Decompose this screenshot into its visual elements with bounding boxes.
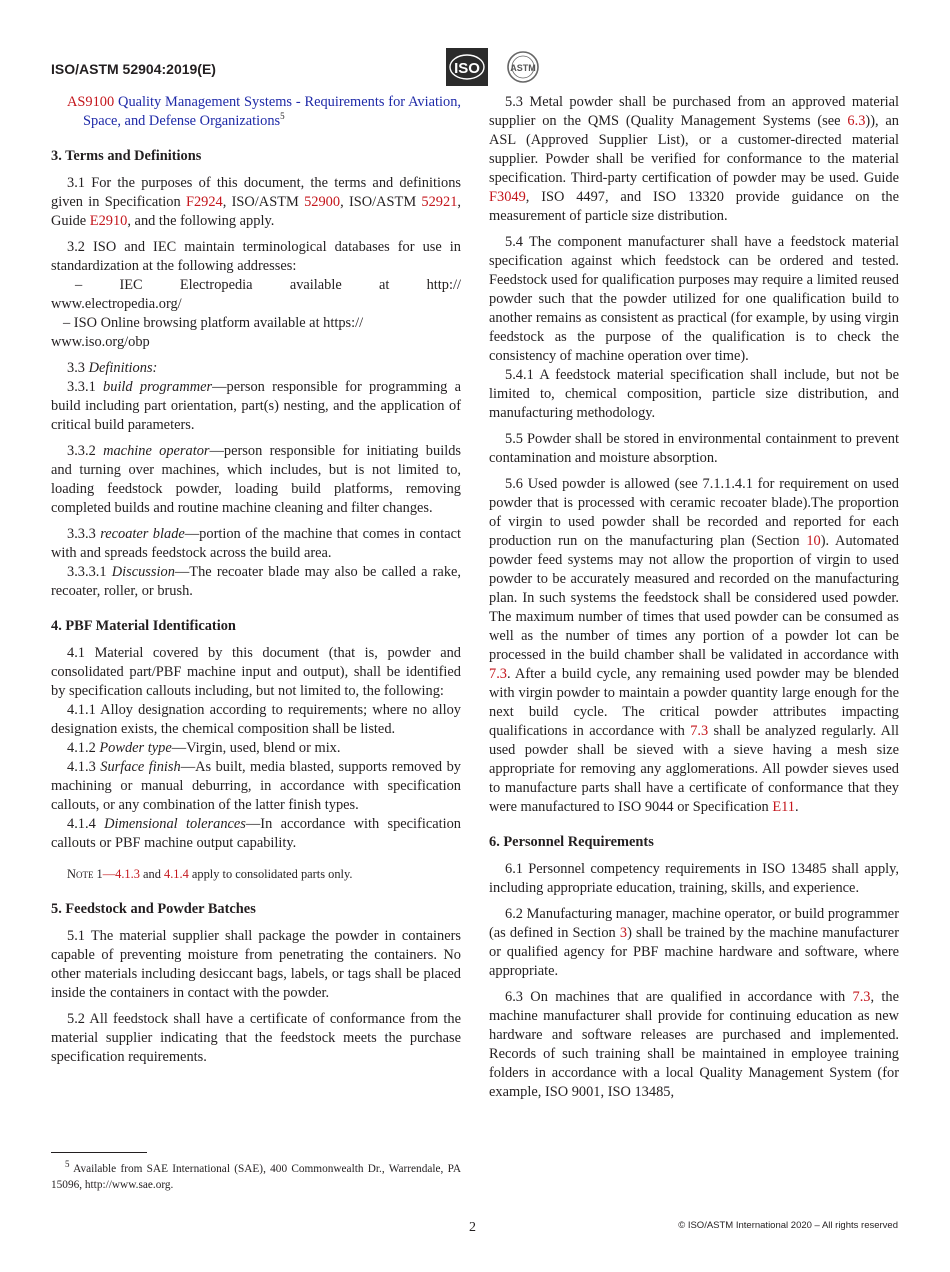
reference-as9100 bbox=[51, 93, 461, 131]
ref-link-6-3[interactable]: 6.3 bbox=[847, 113, 866, 129]
def-recoater-blade: 3.3.3 recoater blade—portion of the machine that comes in contact with and spreads feedstock across the build area. bbox=[51, 526, 461, 561]
para-6-1: 6.1 Personnel competency requirements in ISO 13485 shall apply, including appropriate education, training, skills, and experience. bbox=[489, 861, 899, 896]
section-4-heading: 4. PBF Material Identification bbox=[51, 618, 236, 634]
section-5-heading: 5. Feedstock and Powder Batches bbox=[51, 901, 256, 917]
para-4-1-3: 4.1.3 Surface finish—As built, media blasted, supports removed by machining or manual deburring, in accordance with specification callouts, or any combination of the latter finish types. bbox=[51, 759, 461, 813]
iec-electropedia-line: – IEC Electropedia available at http:// bbox=[75, 277, 461, 293]
ref-title-as9100[interactable]: Quality Management Systems - Requirements for Aviation, Space, and Defense Organizations bbox=[83, 94, 461, 129]
ref-link-52900[interactable]: 52900 bbox=[304, 194, 341, 210]
ref-link-e11[interactable]: E11 bbox=[772, 799, 795, 815]
ref-link-4-1-3[interactable]: —4.1.3 bbox=[102, 867, 140, 881]
para-5-6: 5.6 Used powder is allowed (see 7.1.1.4.1 for requirement on used powder that is processed with ceramic recoater blade).The proportion of virgin to used powder shall be recorded and reported for each production run on the manufacturing plan (Section 10). Automated powder feed systems may not allow the proportion of virgin to used powder to be accurately measured and recorded on the manufacturing plan. In such systems the feedstock shall be considered used powder. The maximum number of times that used powder can be consumed as well as the number of times any portion of a powder lot can be processed in the build chamber shall be validated in accordance with 7.3. After a build cycle, any remaining used powder may be blended with virgin powder to maintain a powder quantity large enough for the next build cycle. The critical powder attributes impacting qualifications in accordance with 7.3 shall be analyzed regularly. All used powder shall be sieved with a sieve having a mesh size appropriate for removing any agglomerations. All powder sieves used to manufacture parts shall have a certificate of conformance that they were manufactured to ISO 9044 or Specification E11. bbox=[489, 476, 899, 815]
document-id: ISO/ASTM 52904:2019(E) bbox=[51, 61, 216, 77]
ref-link-f3049[interactable]: F3049 bbox=[489, 189, 526, 205]
para-3-2: 3.2 ISO and IEC maintain terminological databases for use in standardization at the following addresses: bbox=[51, 239, 461, 274]
astm-logo bbox=[503, 48, 543, 86]
ref-link-as9100[interactable]: AS9100 bbox=[67, 94, 115, 110]
footnote-mark: 5 bbox=[280, 111, 285, 122]
para-5-3: 5.3 Metal powder shall be purchased from an approved material supplier on the QMS (Quality Management Systems (see 6.3)), an ASL (Approved Supplier List), or a customer-directed material supplier. Powder shall be verified for conformance to the material specification. Third-party certification of powder may be used. Guide F3049, ISO 4497, and ISO 13320 provide guidance on the measurement of particle size distribution. bbox=[489, 94, 900, 224]
para-5-1: 5.1 The material supplier shall package the powder in containers capable of preventing moisture from penetrating the containers. No other materials including desiccant bags, labels, or tags shall be placed inside the containers in contact with the powder. bbox=[51, 928, 461, 1001]
para-5-4-1: 5.4.1 A feedstock material specification shall include, but not be limited to, chemical composition, particle size distribution, and manufacturing methodology. bbox=[489, 367, 899, 421]
astm-logo-text: ASTM bbox=[510, 63, 536, 73]
footnote-rule bbox=[51, 1152, 147, 1153]
iso-url[interactable]: www.iso.org/obp bbox=[51, 334, 150, 350]
note-1: Note 1—4.1.3 and 4.1.4 apply to consolidated parts only. bbox=[67, 867, 353, 881]
para-4-1-1: 4.1.1 Alloy designation according to requirements; where no alloy designation exists, the chemical composition shall be listed. bbox=[51, 702, 461, 737]
para-5-2: 5.2 All feedstock shall have a certificate of conformance from the material supplier indicating that the feedstock meets the purchase specification requirements. bbox=[51, 1011, 461, 1065]
section-3-heading: 3. Terms and Definitions bbox=[51, 148, 202, 164]
left-column bbox=[51, 93, 461, 1074]
iso-obp-line: – ISO Online browsing platform available at https:// bbox=[63, 315, 364, 331]
para-5-4: 5.4 The component manufacturer shall have a feedstock material specification against which feedstock can be ordered and tested. Feedstock used for qualification purposes may require a limited reused powder such that the powder utilized for one qualification build to another remains as consistent as practical (for example, by using virgin feedstock as the purpose of the qualification is to check the consistency of machine operation over time). bbox=[489, 234, 899, 364]
para-3-1: 3.1 For the purposes of this document, the terms and definitions given in Specification F2924, ISO/ASTM 52900, ISO/ASTM 52921, Guide E2910, and the following apply. bbox=[51, 175, 461, 229]
para-4-1: 4.1 Material covered by this document (that is, powder and consolidated part/PBF machine input and output), shall be identified by specification callouts including, but not limited to, the following: bbox=[51, 645, 461, 699]
right-column bbox=[489, 93, 899, 1109]
para-3-3: 3.3 Definitions: bbox=[67, 360, 158, 376]
para-6-3: 6.3 On machines that are qualified in accordance with 7.3, the machine manufacturer shall provide for continuing education as new hardware and software releases are purchased and implemented. Records of such training shall be maintained in employee training folders in accordance with a local Quality Management System (for example, ISO 9001, ISO 13485, bbox=[489, 989, 899, 1100]
para-6-2: 6.2 Manufacturing manager, machine operator, or build programmer (as defined in Section 3) shall be trained by the machine manufacturer or qualified agency for PBF machine hardware and software, where appropriate. bbox=[489, 906, 899, 979]
ref-link-7-3[interactable]: 7.3 bbox=[852, 989, 871, 1005]
def-recoater-discussion: 3.3.3.1 Discussion—The recoater blade may also be called a rake, recoater, roller, or brush. bbox=[51, 564, 461, 599]
page-number: 2 bbox=[469, 1220, 476, 1235]
ref-link-section-10[interactable]: 10 bbox=[806, 533, 821, 549]
iec-url[interactable]: www.electropedia.org/ bbox=[51, 296, 182, 312]
para-5-5: 5.5 Powder shall be stored in environmental containment to prevent contamination and moisture absorption. bbox=[489, 431, 899, 466]
ref-link-4-1-4[interactable]: 4.1.4 bbox=[164, 867, 189, 881]
ref-link-e2910[interactable]: E2910 bbox=[89, 213, 128, 229]
ref-link-section-3[interactable]: 3 bbox=[619, 925, 628, 941]
footnote-5: $^5$ Available from SAE International (SAE), 400 Commonwealth Dr., Warrendale, PA 15096, http://www.sae.org. bbox=[51, 1159, 461, 1191]
ref-link-f2924[interactable]: F2924 bbox=[185, 194, 223, 210]
iso-logo-text: ISO bbox=[454, 60, 480, 77]
iso-logo bbox=[446, 48, 488, 86]
para-4-1-4: 4.1.4 Dimensional tolerances—In accordance with specification callouts or PBF machine output capability. bbox=[51, 816, 461, 851]
copyright-notice: © ISO/ASTM International 2020 – All rights reserved bbox=[678, 1220, 898, 1231]
def-machine-operator: 3.3.2 machine operator—person responsible for initiating builds and turning over machines, which includes, but is not limited to, loading feedstock powder, loading build platforms, removing completed builds and routine machine cleaning and filter changes. bbox=[51, 443, 461, 516]
ref-link-52921[interactable]: 52921 bbox=[421, 194, 458, 210]
def-build-programmer: 3.3.1 build programmer—person responsible for programming a build including part orientation, part(s) nesting, and the application of critical build parameters. bbox=[51, 379, 461, 433]
ref-link-7-3[interactable]: 7.3 bbox=[690, 723, 709, 739]
para-4-1-2: 4.1.2 Powder type—Virgin, used, blend or mix. bbox=[67, 740, 341, 756]
section-6-heading: 6. Personnel Requirements bbox=[489, 834, 654, 850]
ref-link-7-3[interactable]: 7.3 bbox=[489, 666, 507, 682]
